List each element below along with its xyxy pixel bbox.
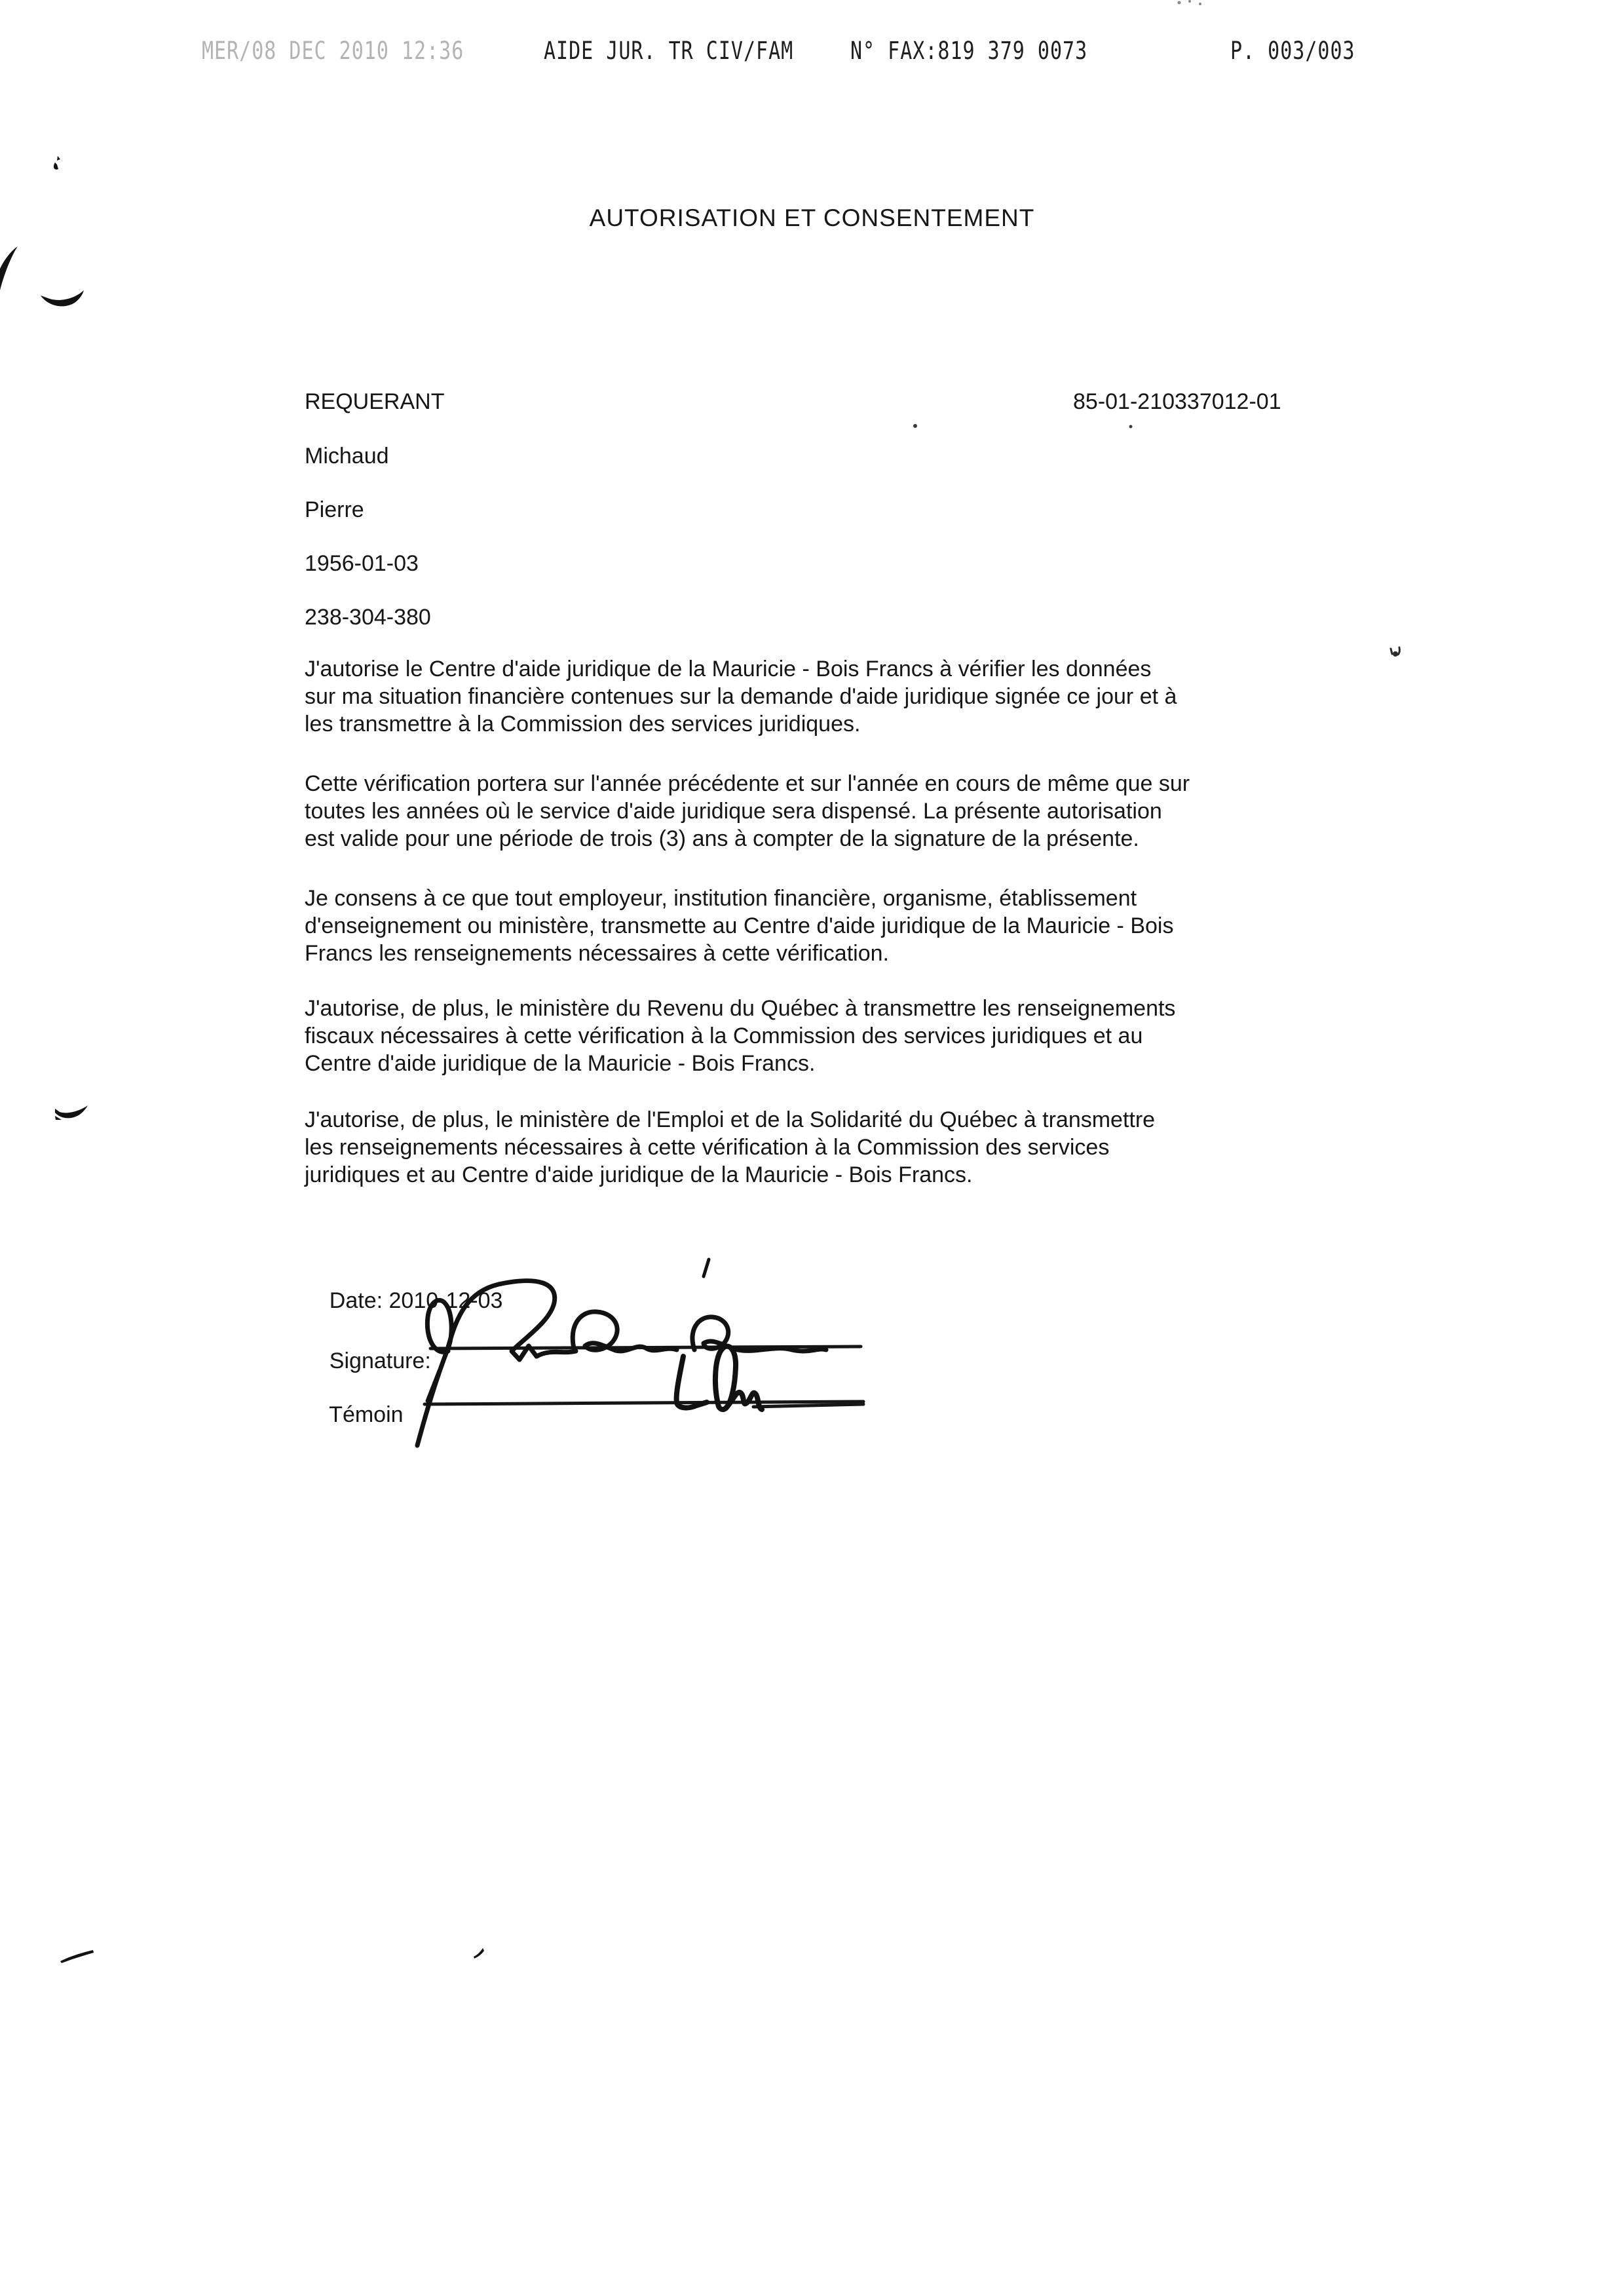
fax-number: N° FAX:819 379 0073 [850,37,1088,66]
applicant-reference-number: 238-304-380 [305,605,431,630]
pen-mark-stroke-bottom [60,1950,94,1963]
pen-mark-crescent-top [41,290,84,306]
paragraph-line: toutes les années où le service d'aide juridique sera dispensé. La présente autorisation [305,799,1162,824]
paragraph-line: juridiques et au Centre d'aide juridique de la Mauricie - Bois Francs. [305,1162,973,1187]
paragraph-line: fiscaux nécessaires à cette vérification à la Commission des services juridiques et au [305,1024,1143,1048]
scan-speck [913,424,917,428]
scan-artifacts [913,0,1399,657]
paragraph-line: Centre d'aide juridique de la Mauricie - Bois Francs. [305,1051,816,1076]
paragraph-line: sur ma situation financière contenues sur la demande d'aide juridique signée ce jour et à [305,684,1177,709]
witness-signature-ink [677,1347,762,1409]
scan-speck [1178,1,1181,5]
consent-paragraph-verification [305,655,1353,738]
consent-paragraph-third-parties [305,885,1353,967]
pen-mark-question-tick [57,156,60,161]
date-label: Date: [329,1288,383,1313]
applicant-birth-date: 1956-01-03 [305,551,419,576]
scan-speck [1188,0,1191,3]
paragraph-line: Je consens à ce que tout employeur, institution financière, organisme, établissement [305,886,1137,911]
paragraph-line: J'autorise, de plus, le ministère du Revenu du Québec à transmettre les renseignements [305,996,1176,1021]
paragraph-line: d'enseignement ou ministère, transmette au Centre d'aide juridique de la Mauricie - Bois [305,913,1174,938]
paragraph-line: est valide pour une période de trois (3) ans à compter de la signature de la présente. [305,826,1139,851]
fax-sender-name: AIDE JUR. TR CIV/FAM [544,37,794,66]
signature-label: Signature: [329,1349,431,1373]
pen-mark-crescent-middle [55,1105,88,1118]
witness-label: Témoin [329,1402,404,1427]
fax-timestamp: MER/08 DEC 2010 12:36 [202,37,464,66]
scan-speck [1199,3,1201,5]
paragraph-line: J'autorise le Centre d'aide juridique de la Mauricie - Bois Francs à vérifier les données [305,657,1152,681]
consent-paragraph-revenu-quebec [305,995,1353,1077]
applicant-last-name: Michaud [305,444,389,469]
scan-speck [1129,425,1133,429]
applicant-first-name: Pierre [305,497,364,522]
paragraph-line: les transmettre à la Commission des services juridiques. [305,712,861,737]
consent-paragraph-emploi-solidarite [305,1106,1353,1189]
paragraph-line: J'autorise, de plus, le ministère de l'Emploi et de la Solidarité du Québec à transmettre [305,1107,1156,1132]
paragraph-line: Francs les renseignements nécessaires à cette vérification. [305,941,889,966]
paragraph-line: Cette vérification portera sur l'année précédente et sur l'année en cours de même que sur [305,771,1190,796]
file-number: 85-01-210337012-01 [1073,389,1281,414]
pen-mark-tick-bottom-center [474,1948,484,1959]
scan-mark-right-margin [1391,647,1399,655]
scan-mark-right-margin-blob [1393,651,1398,657]
witness-line [425,1402,863,1407]
date-value: 2010-12-03 [388,1288,503,1313]
signature-line [430,1347,861,1349]
consent-paragraph-duration [305,770,1353,852]
pen-mark-crescent-middle-notch [55,1116,62,1120]
document-title: AUTORISATION ET CONSENTEMENT [589,204,1035,231]
paragraph-line: les renseignements nécessaires à cette vérification à la Commission des services [305,1135,1110,1160]
fax-page-counter: P. 003/003 [1230,37,1355,66]
pen-mark-question-hook [54,163,58,170]
pen-mark-slash-left [0,246,18,290]
witness-row [305,1373,404,1456]
applicant-section-label: REQUERANT [305,389,445,414]
